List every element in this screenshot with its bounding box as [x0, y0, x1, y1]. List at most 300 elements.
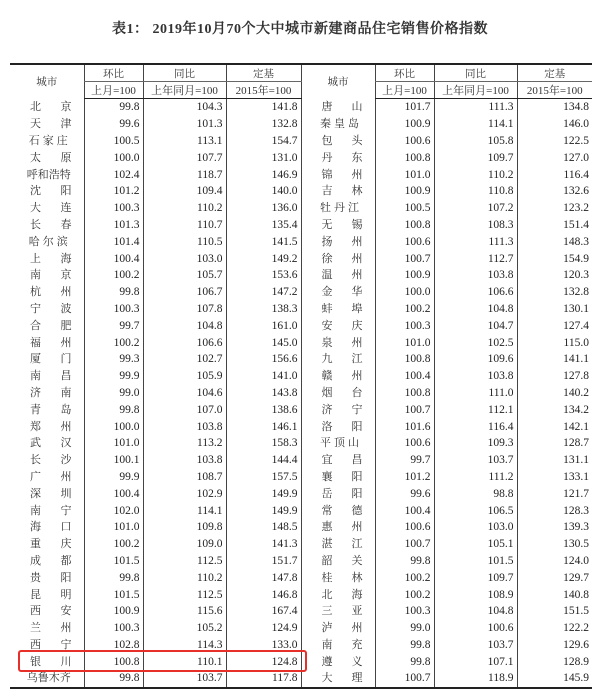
yoy-index: 108.3: [434, 217, 517, 234]
yoy-index: 98.8: [434, 485, 517, 502]
fixed-base-index: 130.1: [517, 301, 592, 318]
table-row: [10, 116, 592, 133]
yoy-index: 109.0: [143, 536, 226, 553]
table-row: [10, 166, 592, 183]
yoy-index: 107.7: [143, 149, 226, 166]
fixed-base-index: 148.3: [517, 233, 592, 250]
fixed-base-index: 148.5: [226, 519, 301, 536]
header-fixed-base-right: 2015年=100: [517, 82, 592, 99]
yoy-index: 110.2: [143, 569, 226, 586]
fixed-base-index: 149.2: [226, 250, 301, 267]
header-mom-base-right: 上月=100: [375, 82, 434, 99]
fixed-base-index: 158.3: [226, 435, 301, 452]
fixed-base-index: 122.2: [517, 620, 592, 637]
yoy-index: 107.8: [143, 301, 226, 318]
mom-index: 101.0: [375, 334, 434, 351]
mom-index: 99.8: [84, 284, 143, 301]
yoy-index: 105.1: [434, 536, 517, 553]
city-name: 兰州: [30, 621, 72, 635]
mom-index: 101.0: [375, 166, 434, 183]
city-name: 海口: [30, 520, 72, 534]
yoy-index: 103.8: [434, 267, 517, 284]
fixed-base-index: 147.8: [226, 569, 301, 586]
mom-index: 100.5: [84, 133, 143, 150]
yoy-index: 103.7: [434, 452, 517, 469]
fixed-base-index: 120.3: [517, 267, 592, 284]
fixed-base-index: 128.3: [517, 502, 592, 519]
yoy-index: 109.3: [434, 435, 517, 452]
city-name: 昆明: [30, 587, 72, 601]
city-name: 湛江: [321, 537, 363, 551]
fixed-base-index: 153.6: [226, 267, 301, 284]
mom-index: 100.4: [375, 368, 434, 385]
yoy-index: 109.7: [434, 149, 517, 166]
table-body: [10, 99, 592, 688]
table-row: [10, 217, 592, 234]
mom-index: 100.2: [375, 569, 434, 586]
fixed-base-index: 128.7: [517, 435, 592, 452]
city-name: 西宁: [30, 637, 72, 651]
city-name: 烟台: [321, 385, 363, 399]
table-row: [10, 233, 592, 250]
mom-index: 100.7: [375, 250, 434, 267]
mom-index: 100.3: [375, 603, 434, 620]
fixed-base-index: 149.9: [226, 502, 301, 519]
fixed-base-index: 133.0: [226, 637, 301, 654]
table-row: [10, 385, 592, 402]
header-mom-right: 环比: [375, 64, 434, 82]
table-row: [10, 250, 592, 267]
fixed-base-index: 123.2: [517, 200, 592, 217]
yoy-index: 105.8: [434, 133, 517, 150]
table-row: [10, 485, 592, 502]
fixed-base-index: 133.1: [517, 469, 592, 486]
fixed-base-index: 157.5: [226, 469, 301, 486]
fixed-base-index: 128.9: [517, 653, 592, 670]
mom-index: 100.4: [84, 250, 143, 267]
yoy-index: 110.5: [143, 233, 226, 250]
fixed-base-index: 154.9: [517, 250, 592, 267]
city-name: 徐州: [321, 251, 363, 265]
fixed-base-index: 154.7: [226, 133, 301, 150]
price-index-table: [10, 63, 592, 689]
city-name: 大理: [301, 670, 375, 688]
table-row: [10, 334, 592, 351]
fixed-base-index: 161.0: [226, 317, 301, 334]
fixed-base-index: 143.8: [226, 385, 301, 402]
city-name: 深圳: [30, 486, 72, 500]
mom-index: 100.2: [84, 334, 143, 351]
yoy-index: 103.8: [143, 418, 226, 435]
fixed-base-index: 127.0: [517, 149, 592, 166]
table-row: [10, 519, 592, 536]
mom-index: 100.0: [84, 418, 143, 435]
city-name: 南昌: [30, 369, 72, 383]
mom-index: 99.7: [375, 452, 434, 469]
mom-index: 100.9: [375, 116, 434, 133]
mom-index: 101.5: [84, 586, 143, 603]
fixed-base-index: 132.8: [517, 284, 592, 301]
city-name: 西安: [30, 604, 72, 618]
mom-index: 101.3: [84, 217, 143, 234]
mom-index: 100.6: [375, 435, 434, 452]
yoy-index: 109.8: [143, 519, 226, 536]
fixed-base-index: 129.7: [517, 569, 592, 586]
mom-index: 100.8: [375, 385, 434, 402]
mom-index: 100.3: [84, 200, 143, 217]
city-name: 呼和浩特: [26, 167, 71, 181]
header-mom-base-left: 上月=100: [84, 82, 143, 99]
yoy-index: 111.2: [434, 469, 517, 486]
fixed-base-index: 146.9: [226, 166, 301, 183]
mom-index: 99.6: [84, 116, 143, 133]
city-name: 武汉: [30, 436, 72, 450]
city-name: 长沙: [30, 453, 72, 467]
city-name: 吉林: [321, 184, 363, 198]
city-name: 蚌埠: [321, 301, 363, 315]
header-yoy-base-right: 上年同月=100: [434, 82, 517, 99]
mom-index: 101.5: [84, 553, 143, 570]
header-city-right: 城市: [301, 64, 375, 99]
city-name: 金华: [321, 285, 363, 299]
fixed-base-index: 140.8: [517, 586, 592, 603]
mom-index: 101.2: [84, 183, 143, 200]
fixed-base-index: 151.5: [517, 603, 592, 620]
city-name: 太原: [30, 150, 72, 164]
mom-index: 100.7: [375, 536, 434, 553]
mom-index: 100.4: [375, 502, 434, 519]
mom-index: 100.7: [375, 670, 434, 688]
mom-index: 100.2: [375, 301, 434, 318]
fixed-base-index: 115.0: [517, 334, 592, 351]
yoy-index: 113.2: [143, 435, 226, 452]
yoy-index: 116.4: [434, 418, 517, 435]
mom-index: 100.0: [84, 149, 143, 166]
city-name: 重庆: [30, 537, 72, 551]
header-yoy-left: 同比: [143, 64, 226, 82]
mom-index: 99.0: [84, 385, 143, 402]
fixed-base-index: 147.2: [226, 284, 301, 301]
city-name: 合肥: [30, 318, 72, 332]
mom-index: 99.8: [375, 653, 434, 670]
city-name: 秦皇岛: [320, 117, 362, 131]
fixed-base-index: 138.3: [226, 301, 301, 318]
table-row: [10, 586, 592, 603]
yoy-index: 104.7: [434, 317, 517, 334]
fixed-base-index: 131.0: [226, 149, 301, 166]
mom-index: 102.4: [84, 166, 143, 183]
yoy-index: 104.8: [434, 301, 517, 318]
fixed-base-index: 146.0: [517, 116, 592, 133]
table-row: [10, 569, 592, 586]
city-name: 九江: [321, 352, 363, 366]
table-row: [10, 401, 592, 418]
mom-index: 99.8: [84, 569, 143, 586]
city-name: 赣州: [321, 369, 363, 383]
city-name: 遵义: [321, 654, 363, 668]
table-row: [10, 200, 592, 217]
city-name: 福州: [30, 335, 72, 349]
city-name: 南京: [30, 268, 72, 282]
yoy-index: 104.6: [143, 385, 226, 402]
city-name: 南充: [321, 637, 363, 651]
city-name: 襄阳: [321, 469, 363, 483]
city-name: 成都: [30, 553, 72, 567]
yoy-index: 102.9: [143, 485, 226, 502]
yoy-index: 102.5: [434, 334, 517, 351]
yoy-index: 111.3: [434, 99, 517, 116]
city-name: 天津: [30, 117, 72, 131]
header-fixed-right: 定基: [517, 64, 592, 82]
table-row: [10, 99, 592, 116]
mom-index: 101.0: [84, 519, 143, 536]
mom-index: 100.1: [84, 452, 143, 469]
mom-index: 99.0: [375, 620, 434, 637]
mom-index: 102.0: [84, 502, 143, 519]
city-name: 无锡: [321, 217, 363, 231]
fixed-base-index: 151.4: [517, 217, 592, 234]
city-name: 厦门: [30, 352, 72, 366]
yoy-index: 106.6: [143, 334, 226, 351]
yoy-index: 101.5: [434, 553, 517, 570]
mom-index: 100.2: [84, 536, 143, 553]
city-name: 三亚: [321, 604, 363, 618]
mom-index: 100.8: [375, 351, 434, 368]
mom-index: 100.3: [84, 301, 143, 318]
mom-index: 101.7: [375, 99, 434, 116]
yoy-index: 112.1: [434, 401, 517, 418]
table-row: [10, 368, 592, 385]
yoy-index: 107.2: [434, 200, 517, 217]
table-row: [10, 351, 592, 368]
city-name: 上海: [30, 251, 72, 265]
yoy-index: 106.7: [143, 284, 226, 301]
yoy-index: 118.9: [434, 670, 517, 688]
yoy-index: 100.6: [434, 620, 517, 637]
yoy-index: 111.0: [434, 385, 517, 402]
fixed-base-index: 139.3: [517, 519, 592, 536]
yoy-index: 103.7: [143, 670, 226, 688]
yoy-index: 110.2: [434, 166, 517, 183]
yoy-index: 114.3: [143, 637, 226, 654]
table-row: [10, 284, 592, 301]
fixed-base-index: 122.5: [517, 133, 592, 150]
yoy-index: 109.7: [434, 569, 517, 586]
table-row: [10, 133, 592, 150]
mom-index: 100.6: [375, 519, 434, 536]
header-fixed-left: 定基: [226, 64, 301, 82]
yoy-index: 105.9: [143, 368, 226, 385]
city-name: 北京: [30, 100, 72, 114]
table-row: [10, 418, 592, 435]
mom-index: 100.5: [375, 200, 434, 217]
mom-index: 101.2: [375, 469, 434, 486]
yoy-index: 109.4: [143, 183, 226, 200]
fixed-base-index: 145.0: [226, 334, 301, 351]
fixed-base-index: 151.7: [226, 553, 301, 570]
table-row: [10, 536, 592, 553]
yoy-index: 114.1: [434, 116, 517, 133]
city-name: 郑州: [30, 419, 72, 433]
table-row: [10, 620, 592, 637]
yoy-index: 104.8: [434, 603, 517, 620]
table-row: [10, 149, 592, 166]
mom-index: 100.2: [375, 586, 434, 603]
city-name: 温州: [321, 268, 363, 282]
fixed-base-index: 141.8: [226, 99, 301, 116]
yoy-index: 103.8: [434, 368, 517, 385]
yoy-index: 112.5: [143, 586, 226, 603]
mom-index: 100.9: [375, 183, 434, 200]
fixed-base-index: 117.8: [226, 670, 301, 688]
fixed-base-index: 141.3: [226, 536, 301, 553]
city-name: 沈阳: [30, 184, 72, 198]
fixed-base-index: 149.9: [226, 485, 301, 502]
city-name: 长春: [30, 217, 72, 231]
table-row: [10, 553, 592, 570]
mom-index: 99.8: [84, 401, 143, 418]
mom-index: 100.9: [375, 267, 434, 284]
fixed-base-index: 146.1: [226, 418, 301, 435]
mom-index: 100.3: [375, 317, 434, 334]
city-name: 济宁: [321, 402, 363, 416]
fixed-base-index: 145.9: [517, 670, 592, 688]
city-name: 惠州: [321, 520, 363, 534]
yoy-index: 103.0: [434, 519, 517, 536]
fixed-base-index: 134.2: [517, 401, 592, 418]
header-yoy-right: 同比: [434, 64, 517, 82]
fixed-base-index: 116.4: [517, 166, 592, 183]
yoy-index: 108.9: [434, 586, 517, 603]
yoy-index: 104.3: [143, 99, 226, 116]
mom-index: 99.8: [84, 670, 143, 688]
mom-index: 100.3: [84, 620, 143, 637]
table-row: [10, 469, 592, 486]
fixed-base-index: 144.4: [226, 452, 301, 469]
yoy-index: 111.3: [434, 233, 517, 250]
mom-index: 101.6: [375, 418, 434, 435]
table-row: [10, 603, 592, 620]
yoy-index: 110.1: [143, 653, 226, 670]
table-row: [10, 637, 592, 654]
header-fixed-base-left: 2015年=100: [226, 82, 301, 99]
header-mom-left: 环比: [84, 64, 143, 82]
mom-index: 99.3: [84, 351, 143, 368]
yoy-index: 112.7: [434, 250, 517, 267]
table-row: [10, 183, 592, 200]
mom-index: 100.8: [375, 217, 434, 234]
yoy-index: 106.6: [434, 284, 517, 301]
header-row-groups: [10, 64, 592, 82]
yoy-index: 101.3: [143, 116, 226, 133]
city-name: 安庆: [321, 318, 363, 332]
fixed-base-index: 131.1: [517, 452, 592, 469]
city-name: 杭州: [30, 285, 72, 299]
city-name: 贵阳: [30, 570, 72, 584]
fixed-base-index: 141.5: [226, 233, 301, 250]
mom-index: 99.9: [84, 469, 143, 486]
yoy-index: 106.5: [434, 502, 517, 519]
city-name: 北海: [321, 587, 363, 601]
mom-index: 99.8: [375, 553, 434, 570]
fixed-base-index: 132.8: [226, 116, 301, 133]
table-row: [10, 301, 592, 318]
yoy-index: 107.1: [434, 653, 517, 670]
city-name: 扬州: [321, 234, 363, 248]
city-name: 桂林: [321, 570, 363, 584]
city-name: 包头: [321, 133, 363, 147]
city-name: 常德: [321, 503, 363, 517]
mom-index: 100.7: [375, 401, 434, 418]
mom-index: 101.4: [84, 233, 143, 250]
table-row: [10, 317, 592, 334]
city-name: 哈尔滨: [28, 234, 71, 248]
fixed-base-index: 140.0: [226, 183, 301, 200]
city-name: 乌鲁木齐: [10, 670, 84, 688]
fixed-base-index: 136.0: [226, 200, 301, 217]
yoy-index: 108.7: [143, 469, 226, 486]
yoy-index: 110.8: [434, 183, 517, 200]
yoy-index: 115.6: [143, 603, 226, 620]
yoy-index: 114.1: [143, 502, 226, 519]
fixed-base-index: 124.9: [226, 620, 301, 637]
mom-index: 99.7: [84, 317, 143, 334]
yoy-index: 102.7: [143, 351, 226, 368]
city-name: 大连: [30, 201, 72, 215]
fixed-base-index: 142.1: [517, 418, 592, 435]
city-name: 韶关: [321, 553, 363, 567]
city-name: 洛阳: [321, 419, 363, 433]
city-name: 锦州: [321, 167, 363, 181]
city-name: 泸州: [321, 621, 363, 635]
mom-index: 100.8: [375, 149, 434, 166]
mom-index: 101.0: [84, 435, 143, 452]
table-row: [10, 267, 592, 284]
yoy-index: 104.8: [143, 317, 226, 334]
fixed-base-index: 124.8: [226, 653, 301, 670]
mom-index: 100.2: [84, 267, 143, 284]
table-title: 表1： 2019年10月70个大中城市新建商品住宅销售价格指数: [112, 22, 488, 37]
mom-index: 102.8: [84, 637, 143, 654]
city-name: 石家庄: [28, 133, 71, 147]
fixed-base-index: 132.6: [517, 183, 592, 200]
mom-index: 100.6: [375, 233, 434, 250]
fixed-base-index: 121.7: [517, 485, 592, 502]
fixed-base-index: 135.4: [226, 217, 301, 234]
city-name: 泉州: [321, 335, 363, 349]
mom-index: 99.8: [375, 637, 434, 654]
fixed-base-index: 146.8: [226, 586, 301, 603]
yoy-index: 110.7: [143, 217, 226, 234]
yoy-index: 105.2: [143, 620, 226, 637]
fixed-base-index: 129.6: [517, 637, 592, 654]
fixed-base-index: 167.4: [226, 603, 301, 620]
mom-index: 100.0: [375, 284, 434, 301]
yoy-index: 103.7: [434, 637, 517, 654]
fixed-base-index: 127.8: [517, 368, 592, 385]
fixed-base-index: 156.6: [226, 351, 301, 368]
city-name: 宜昌: [321, 453, 363, 467]
table-row: [10, 653, 592, 670]
yoy-index: 103.0: [143, 250, 226, 267]
city-name: 南宁: [30, 503, 72, 517]
table-row: [10, 435, 592, 452]
city-name: 济南: [30, 385, 72, 399]
fixed-base-index: 124.0: [517, 553, 592, 570]
yoy-index: 112.5: [143, 553, 226, 570]
fixed-base-index: 130.5: [517, 536, 592, 553]
city-name: 丹东: [321, 150, 363, 164]
